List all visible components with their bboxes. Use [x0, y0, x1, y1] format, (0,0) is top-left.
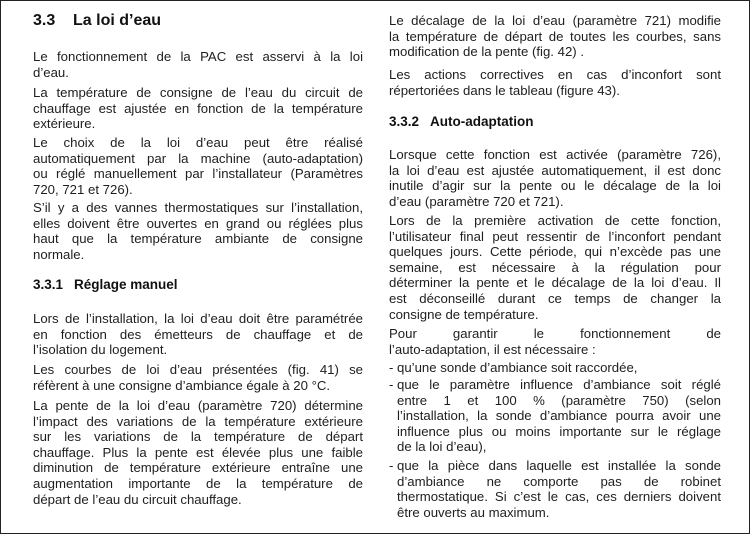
text-line: l’impact des variations de la température extérieure: [33, 413, 363, 429]
text-line: chauffage. Plus la pente est élevée plus une faible: [33, 444, 363, 460]
text-line: être ouverts au maximum.: [397, 504, 550, 520]
text-line: l’isolation du logement.: [33, 342, 168, 358]
text-line: Lors de la première activation de cette fonction,: [389, 213, 721, 228]
list-dash: -: [389, 377, 394, 392]
text-line: Pour garantir le fonctionnement de: [389, 326, 721, 341]
paragraph-pac: [33, 49, 363, 80]
text-line: la température de départ de toutes les courbes, sans: [389, 28, 721, 44]
text-line: Lors de l’installation, la loi d’eau doit être paramétrée: [33, 311, 363, 326]
paragraph-choix: [33, 135, 363, 197]
text-line: Le fonctionnement de la PAC est asservi à la loi: [33, 49, 363, 64]
text-line: Les courbes de loi d’eau présentées (fig. 41) se: [33, 362, 363, 377]
section-title: La loi d’eau: [73, 12, 162, 29]
text-line: thermostatique. Si c’est le cas, ces derniers doivent: [397, 489, 721, 505]
subsection-heading-manual: [33, 277, 178, 292]
text-line: influence plus ou moins importante sur le réglage: [397, 423, 721, 439]
text-line: l’auto-adaptation, il est nécessaire :: [389, 341, 596, 357]
subsection-title: Auto-adaptation: [430, 114, 534, 129]
paragraph-courbes: [33, 362, 363, 393]
text-line: que le paramètre influence d’ambiance soit réglé: [397, 377, 721, 392]
paragraph-consigne: [33, 85, 363, 132]
list-dash: -: [389, 458, 394, 473]
text-line: Lorsque cette fonction est activée (paramètre 726),: [389, 147, 721, 162]
text-line: est déconseillé durant ce temps de changer la: [389, 290, 721, 306]
text-line: Le décalage de la loi d’eau (paramètre 721) modifie: [389, 13, 721, 28]
subsection-number: 3.3.2: [389, 114, 420, 129]
text-line: départ de l’eau du circuit chauffage.: [33, 491, 242, 507]
text-line: augmentation importante de la température de: [33, 475, 363, 491]
paragraph-garantir: [389, 326, 721, 357]
text-line: répertoriées dans le tableau (figure 43).: [389, 82, 620, 98]
text-line: normale.: [33, 246, 85, 262]
text-line: Le choix de la loi d’eau peut être réalisé: [33, 135, 363, 150]
text-line: modification de la pente (fig. 42) .: [389, 44, 584, 60]
text-line: S’il y a des vannes thermostatiques sur l’installation,: [33, 200, 363, 215]
paragraph-vannes: [33, 200, 363, 262]
text-line: que la pièce dans laquelle est installée la sonde: [397, 458, 721, 473]
text-line: La pente de la loi d’eau (paramètre 720) détermine: [33, 398, 363, 413]
text-line: inutile d’agir sur la pente ou le décalage de la loi: [389, 178, 721, 194]
subsection-title: Réglage manuel: [74, 277, 178, 292]
text-line: sur les variations de la température de départ: [33, 429, 363, 445]
text-line: d’eau (paramètre 720 et 721).: [389, 193, 564, 209]
text-line: la loi d’eau est ajustée automatiquement, il est donc: [389, 162, 721, 178]
subsection-heading-auto: [389, 114, 534, 129]
text-line: d’ambiance ne comporte pas de robinet: [397, 473, 721, 489]
text-line: automatiquement par la machine (auto-adaptation): [33, 150, 363, 166]
text-line: réfèrent à une consigne d’ambiance égale à 20 °C.: [33, 377, 331, 393]
paragraph-decalage: [389, 13, 721, 60]
text-line: ou réglé manuellement par l’installateur (Paramètres: [33, 166, 363, 182]
text-line: l’utilisateur final peut ressentir de l’inconfort pendant: [389, 228, 721, 244]
paragraph-premiere: [389, 213, 721, 322]
list-dash: -: [389, 360, 394, 375]
text-line: Les actions correctives en cas d’inconfort sont: [389, 67, 721, 82]
paragraph-actions: [389, 67, 721, 98]
text-line: déterminer la pente et le décalage de la loi d’eau. Il: [389, 275, 721, 291]
paragraph-pente: [33, 398, 363, 507]
text-line: qu’une sonde d’ambiance soit raccordée,: [397, 360, 638, 375]
paragraph-activee: [389, 147, 721, 209]
section-number: 3.3: [33, 12, 56, 29]
list-item: [389, 360, 721, 376]
text-line: semaine, est nécessaire à la régulation pour: [389, 259, 721, 275]
paragraph-installation: [33, 311, 363, 358]
text-line: haut que la température ambiante de consigne: [33, 231, 363, 247]
text-line: chauffage est ajustée en fonction de la température: [33, 100, 363, 116]
text-line: entre 1 et 100 % (paramètre 750) (selon: [397, 392, 721, 408]
section-heading: [33, 12, 161, 30]
text-line: elles doivent être ouvertes en grand ou réglées plus: [33, 215, 363, 231]
text-line: en fonction des émetteurs de chauffage et de: [33, 326, 363, 342]
text-line: de la loi d’eau),: [397, 439, 487, 455]
subsection-number: 3.3.1: [33, 277, 64, 292]
text-line: consigne de température.: [389, 306, 539, 322]
text-line: extérieure.: [33, 116, 96, 132]
text-line: l’installation, la sonde d’ambiance pourra avoir une: [397, 408, 721, 424]
text-line: La température de consigne de l’eau du circuit de: [33, 85, 363, 100]
text-line: d’eau.: [33, 64, 69, 80]
text-line: diminution de température extérieure entraîne une: [33, 460, 363, 476]
text-line: 720, 721 et 726).: [33, 181, 133, 197]
text-line: quelques jours. Cette période, qui n’excède pas une: [389, 244, 721, 260]
